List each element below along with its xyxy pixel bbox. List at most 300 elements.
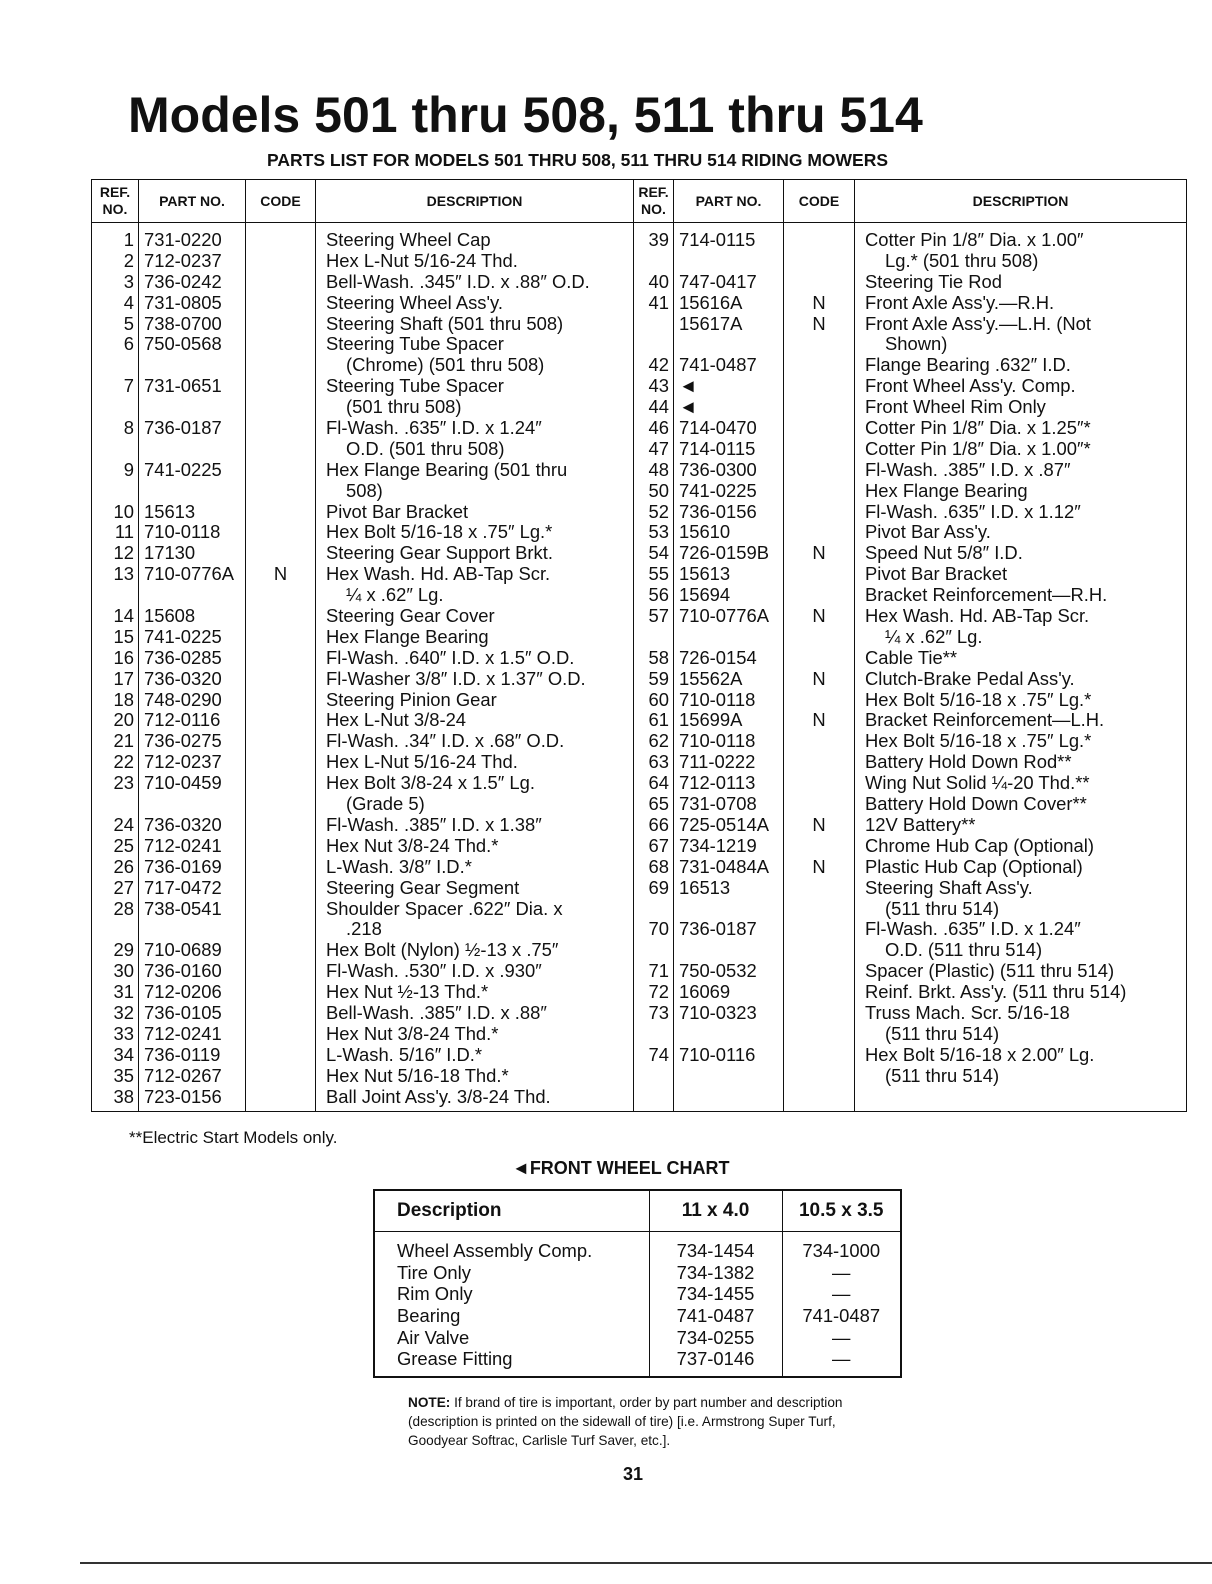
left-desc-cell: Fl-Washer 3/8″ I.D. x 1.37″ O.D. [326, 667, 586, 689]
left-desc-cell: Steering Tube Spacer [326, 375, 504, 397]
right-part-cell: 714-0115 [679, 437, 756, 459]
left-code-cell [247, 836, 314, 857]
front-wheel-col_11x4-cell: 734-1455 [676, 1283, 755, 1305]
header-part-no-right: PART NO. [674, 180, 784, 223]
left-desc-cell: Hex L-Nut 3/8-24 [326, 709, 467, 731]
left-part-cell: 731-0805 [144, 291, 222, 313]
right-ref-cell: 71 [648, 960, 669, 982]
left-part-cell: 741-0225 [144, 625, 222, 647]
right-code-cell [785, 460, 853, 481]
right-part-cell [679, 627, 782, 648]
left-desc-cell: Steering Wheel Ass'y. [326, 291, 503, 313]
right-desc-cell: Flange Bearing .632″ I.D. [865, 354, 1071, 376]
left-desc-cell: Shoulder Spacer .622″ Dia. x [326, 897, 563, 919]
left-code-cell [247, 627, 314, 648]
right-desc-cell: (511 thru 514) [885, 897, 1000, 919]
right-desc-cell: Cotter Pin 1/8″ Dia. x 1.00″ [865, 229, 1084, 250]
left-part-cell [144, 919, 244, 940]
right-desc-cell: Front Wheel Rim Only [865, 396, 1046, 418]
left-desc-cell: Hex Bolt 3/8-24 x 1.5″ Lg. [326, 772, 535, 794]
front-wheel-col_105x35-cell: — [832, 1283, 851, 1305]
left-part-cell: 736-0275 [144, 730, 222, 752]
right-ref-cell: 42 [648, 354, 669, 376]
right-code-cell [785, 251, 853, 272]
left-ref-cell [93, 355, 134, 376]
left-part-cell: 17130 [144, 542, 196, 564]
right-desc-cell: Steering Shaft Ass'y. [865, 876, 1033, 898]
front-wheel-descriptions-cell: Rim Only [397, 1283, 473, 1305]
left-ref-cell: 26 [113, 855, 134, 877]
left-desc-cell: Steering Pinion Gear [326, 688, 497, 710]
front-wheel-description-column [374, 1232, 649, 1378]
right-ref-cell: 54 [648, 542, 669, 564]
header-part-no: PART NO. [139, 180, 246, 223]
left-desc-cell: Steering Gear Support Brkt. [326, 542, 553, 564]
right-code-cell: N [812, 605, 826, 627]
left-part-cell: 723-0156 [144, 1085, 222, 1107]
left-ref-cell: 31 [113, 981, 134, 1003]
left-code-cell [247, 272, 314, 293]
right-desc-cell: Front Wheel Ass'y. Comp. [865, 375, 1076, 397]
left-ref-cell: 9 [123, 458, 134, 480]
right-ref-cell: 46 [648, 417, 669, 439]
left-ref-cell: 27 [113, 876, 134, 898]
left-desc-cell: Fl-Wash. .635″ I.D. x 1.24″ [326, 417, 542, 439]
right-ref-cell: 62 [648, 730, 669, 752]
right-code-cell [785, 355, 853, 376]
left-ref-cell: 14 [113, 605, 134, 627]
left-code-cell [247, 1087, 314, 1108]
left-part-cell: 731-0651 [144, 375, 222, 397]
right-part-cell: 16069 [679, 981, 731, 1003]
right-desc-cell: Speed Nut 5/8″ I.D. [865, 542, 1023, 564]
right-code-cell [785, 899, 853, 920]
right-ref-cell: 61 [648, 709, 669, 731]
front-wheel-col_105x35-cell: 734-1000 [802, 1240, 881, 1261]
left-desc-cell: Fl-Wash. .640″ I.D. x 1.5″ O.D. [326, 646, 575, 668]
right-code-cell [785, 1087, 853, 1108]
left-desc-cell: Steering Gear Cover [326, 605, 495, 627]
left-ref-cell: 33 [113, 1022, 134, 1044]
front-wheel-header-105x35: 10.5 x 3.5 [782, 1190, 901, 1232]
right-code-cell [785, 627, 853, 648]
parts-table-header-row [92, 180, 1187, 223]
left-desc-cell: L-Wash. 5/16″ I.D.* [326, 1043, 483, 1065]
header-ref-no: REF. NO. [92, 180, 139, 223]
right-part-cell: ◄ [679, 375, 698, 397]
left-part-cell: 750-0568 [144, 333, 222, 355]
left-ref-cell: 32 [113, 1001, 134, 1023]
right-ref-cell: 70 [648, 918, 669, 940]
parts-table-body [92, 223, 1187, 1112]
right-part-cell: 15694 [679, 584, 731, 606]
right-part-cell: 710-0118 [679, 688, 756, 710]
right-part-cell: 736-0300 [679, 458, 757, 480]
left-code-cell [247, 376, 314, 397]
left-code-cell [247, 940, 314, 961]
left-part-cell: 736-0160 [144, 960, 222, 982]
left-desc-cell: 508) [346, 479, 383, 501]
right-desc-cell: Spacer (Plastic) (511 thru 514) [865, 960, 1115, 982]
left-ref-cell: 29 [113, 939, 134, 961]
left-desc-cell: (501 thru 508) [346, 396, 462, 418]
left-desc-cell: Steering Tube Spacer [326, 333, 504, 355]
right-part-cell [679, 1087, 782, 1108]
right-part-cell: 736-0156 [679, 500, 757, 522]
left-code-cell [247, 710, 314, 731]
right-ref-cell: 39 [648, 229, 669, 250]
right-part-cell: ◄ [679, 396, 698, 418]
left-desc-cell: Fl-Wash. .385″ I.D. x 1.38″ [326, 813, 542, 835]
right-desc-cell: Fl-Wash. .635″ I.D. x 1.24″ [865, 918, 1081, 940]
right-code-cell [785, 690, 853, 711]
right-part-cell: 726-0154 [679, 646, 757, 668]
left-desc-cell: Hex Nut ½-13 Thd.* [326, 981, 489, 1003]
right-desc-cell: Plastic Hub Cap (Optional) [865, 855, 1083, 877]
left-desc-cell: Steering Wheel Cap [326, 229, 491, 250]
front-wheel-col_105x35-cell: — [832, 1348, 851, 1370]
left-part-cell: 731-0220 [144, 229, 222, 250]
left-ref-cell: 6 [123, 333, 134, 355]
right-code-cell [785, 272, 853, 293]
front-wheel-descriptions-cell: Bearing [397, 1305, 461, 1327]
left-ref-cell [93, 794, 134, 815]
left-part-cell: 738-0541 [144, 897, 222, 919]
right-desc-cell: Hex Bolt 5/16-18 x 2.00″ Lg. [865, 1043, 1095, 1065]
left-desc-cell: Bell-Wash. .385″ I.D. x .88″ [326, 1001, 547, 1023]
left-code-cell [247, 460, 314, 481]
left-desc-cell: Hex Nut 3/8-24 Thd.* [326, 1022, 499, 1044]
right-desc-cell: Truss Mach. Scr. 5/16-18 [865, 1001, 1070, 1023]
right-part-cell: 710-0323 [679, 1001, 757, 1023]
right-part-cell: 15613 [679, 563, 731, 585]
left-desc-cell: Hex Wash. Hd. AB-Tap Scr. [326, 563, 551, 585]
left-ref-cell: 30 [113, 960, 134, 982]
left-part-cell: 712-0267 [144, 1064, 222, 1086]
right-code-cell [785, 334, 853, 355]
front-wheel-descriptions-cell: Air Valve [397, 1326, 470, 1348]
left-part-cell: 736-0105 [144, 1001, 222, 1023]
right-ref-cell [635, 314, 669, 335]
right-code-cell [785, 481, 853, 502]
left-desc-cell: Hex L-Nut 5/16-24 Thd. [326, 249, 518, 271]
right-code-cell [785, 418, 853, 439]
left-code-cell [247, 439, 314, 460]
left-desc-cell: Steering Shaft (501 thru 508) [326, 312, 564, 334]
left-part-cell: 710-0118 [144, 521, 221, 543]
left-part-cell [144, 585, 244, 606]
left-desc-cell: Hex Bolt (Nylon) ½-13 x .75″ [326, 939, 559, 961]
electric-start-footnote: **Electric Start Models only. [129, 1128, 338, 1147]
left-ref-cell: 17 [113, 667, 134, 689]
right-ref-cell: 56 [648, 584, 669, 606]
left-part-cell: 736-0187 [144, 417, 222, 439]
left-ref-cell: 28 [113, 897, 134, 919]
left-ref-cell: 24 [113, 813, 134, 835]
left-code-cell [247, 502, 314, 523]
left-code-cell [247, 669, 314, 690]
right-part-cell: 714-0115 [679, 229, 756, 250]
left-part-cell [144, 397, 244, 418]
right-code-cell [785, 919, 853, 940]
right-ref-cell: 65 [648, 793, 669, 815]
left-part-cell [144, 794, 244, 815]
right-ref-cell: 69 [648, 876, 669, 898]
left-ref-cell [93, 919, 134, 940]
right-part-cell: 15617A [679, 312, 743, 334]
right-code-cell [785, 731, 853, 752]
left-ref-cell [93, 481, 134, 502]
left-part-cell: 736-0320 [144, 813, 222, 835]
left-code-cell [247, 857, 314, 878]
left-code-cell [247, 815, 314, 836]
right-ref-cell [635, 251, 669, 272]
right-code-cell [785, 773, 853, 794]
left-part-cell: 736-0119 [144, 1043, 221, 1065]
right-part-cell: 15610 [679, 521, 731, 543]
left-ref-cell: 7 [123, 375, 134, 397]
right-ref-cell: 60 [648, 688, 669, 710]
left-desc-cell: Hex Nut 3/8-24 Thd.* [326, 834, 499, 856]
right-ref-cell [635, 1087, 669, 1108]
right-code-cell: N [812, 291, 826, 313]
right-ref-cell: 63 [648, 751, 669, 773]
left-desc-cell: ¼ x .62″ Lg. [346, 584, 444, 606]
right-desc-cell: Battery Hold Down Cover** [865, 793, 1087, 815]
left-part-cell: 712-0116 [144, 709, 221, 731]
left-part-cell: 15608 [144, 605, 196, 627]
right-code-cell [785, 522, 853, 543]
right-desc-cell: 12V Battery** [865, 813, 976, 835]
right-part-cell: 741-0225 [679, 479, 757, 501]
left-ref-cell: 21 [113, 730, 134, 752]
right-part-cell [679, 1024, 782, 1045]
right-desc-cell: Front Axle Ass'y.—L.H. (Not [865, 312, 1091, 334]
right-desc-cell: (511 thru 514) [885, 1064, 1000, 1086]
right-desc-cell: Bracket Reinforcement—R.H. [865, 584, 1108, 606]
right-ref-cell: 47 [648, 437, 669, 459]
front-wheel-header-description: Description [374, 1190, 649, 1232]
right-ref-cell: 52 [648, 500, 669, 522]
left-code-cell [247, 899, 314, 920]
front-wheel-body [374, 1232, 901, 1378]
right-part-cell: 710-0116 [679, 1043, 756, 1065]
left-code-cell [247, 878, 314, 899]
right-ref-cell: 66 [648, 813, 669, 835]
left-ref-cell: 16 [113, 646, 134, 668]
left-desc-cell: Hex Flange Bearing [326, 625, 489, 647]
right-ref-cell: 58 [648, 646, 669, 668]
right-desc-cell: Hex Wash. Hd. AB-Tap Scr. [865, 605, 1090, 627]
left-code-column [246, 223, 316, 1112]
left-ref-cell: 1 [123, 229, 134, 250]
left-code-cell [247, 606, 314, 627]
left-code-cell [247, 919, 314, 940]
right-ref-cell: 67 [648, 834, 669, 856]
left-code-cell [247, 773, 314, 794]
note-text: If brand of tire is important, order by part number and description (description is printed on the sidewall of tire) [i.e. Armstrong Super Turf, Goodyear Softrac, Carlisle Turf Saver, etc.]. [408, 1395, 843, 1448]
left-ref-cell: 2 [123, 249, 134, 271]
left-desc-cell: .218 [346, 918, 382, 940]
header-ref-no-right: REF. NO. [634, 180, 674, 223]
right-desc-cell: Pivot Bar Ass'y. [865, 521, 991, 543]
left-code-cell [247, 1045, 314, 1066]
left-part-cell: 712-0241 [144, 1022, 222, 1044]
left-part-cell: 741-0225 [144, 458, 222, 480]
front-wheel-col_11x4-cell: 734-0255 [676, 1326, 755, 1348]
parts-list-table [91, 179, 1187, 1112]
right-ref-cell: 50 [648, 479, 669, 501]
left-desc-cell: Fl-Wash. .34″ I.D. x .68″ O.D. [326, 730, 565, 752]
left-code-cell [247, 585, 314, 606]
left-code-cell [247, 961, 314, 982]
left-ref-cell: 10 [113, 500, 134, 522]
right-code-cell: N [812, 542, 826, 564]
right-part-cell [679, 251, 782, 272]
front-wheel-header-row [374, 1190, 901, 1232]
page-number: 31 [623, 1464, 644, 1484]
left-desc-cell: Fl-Wash. .530″ I.D. x .930″ [326, 960, 542, 982]
right-ref-cell: 40 [648, 270, 669, 292]
right-desc-cell [865, 1087, 1185, 1108]
right-desc-cell: Steering Tie Rod [865, 270, 1002, 292]
right-part-cell: 736-0187 [679, 918, 757, 940]
left-code-cell [247, 690, 314, 711]
right-part-cell: 731-0484A [679, 855, 769, 877]
left-ref-cell: 34 [113, 1043, 134, 1065]
right-part-cell: 734-1219 [679, 834, 757, 856]
right-part-cell: 712-0113 [679, 772, 756, 794]
left-code-cell: N [273, 563, 288, 585]
right-desc-cell: Fl-Wash. .635″ I.D. x 1.12″ [865, 500, 1081, 522]
right-code-cell: N [812, 813, 826, 835]
left-ref-cell: 5 [123, 312, 134, 334]
right-ref-cell: 55 [648, 563, 669, 585]
right-part-cell: 16513 [679, 876, 731, 898]
left-code-cell [247, 731, 314, 752]
front-wheel-chart-table [373, 1189, 902, 1378]
right-desc-cell: Cable Tie** [865, 646, 958, 668]
right-code-cell: N [812, 709, 826, 731]
right-ref-cell [635, 1066, 669, 1087]
left-code-cell [247, 293, 314, 314]
header-description-right: DESCRIPTION [855, 180, 1187, 223]
right-part-cell [679, 940, 782, 961]
right-desc-cell: Front Axle Ass'y.—R.H. [865, 291, 1055, 313]
right-code-cell [785, 648, 853, 669]
front-wheel-col_11x4-cell: 734-1454 [676, 1240, 755, 1261]
left-code-cell [247, 794, 314, 815]
left-code-cell [247, 418, 314, 439]
right-code-cell [785, 836, 853, 857]
left-code-cell [247, 230, 314, 251]
right-code-cell [785, 1045, 853, 1066]
right-part-cell: 741-0487 [679, 354, 757, 376]
left-desc-cell: Pivot Bar Bracket [326, 500, 469, 522]
left-desc-cell: O.D. (501 thru 508) [346, 437, 505, 459]
right-code-cell [785, 1003, 853, 1024]
right-part-cell: 731-0708 [679, 793, 757, 815]
right-part-cell: 747-0417 [679, 270, 757, 292]
bottom-rule [80, 1562, 1212, 1564]
right-code-cell [785, 376, 853, 397]
left-part-cell: 736-0169 [144, 855, 222, 877]
left-description-column [316, 223, 634, 1112]
left-desc-cell: (Chrome) (501 thru 508) [346, 354, 545, 376]
tire-brand-note [408, 1393, 878, 1450]
left-desc-cell: Hex Bolt 5/16-18 x .75″ Lg.* [326, 521, 553, 543]
right-ref-cell: 74 [648, 1043, 669, 1065]
right-part-cell: 714-0470 [679, 417, 757, 439]
right-desc-cell: Chrome Hub Cap (Optional) [865, 834, 1094, 856]
left-code-cell [247, 752, 314, 773]
left-ref-cell: 4 [123, 291, 134, 313]
right-desc-cell: Reinf. Brkt. Ass'y. (511 thru 514) [865, 981, 1127, 1003]
left-code-cell [247, 397, 314, 418]
right-code-cell [785, 940, 853, 961]
right-ref-cell: 53 [648, 521, 669, 543]
right-code-column [784, 223, 855, 1112]
header-description: DESCRIPTION [316, 180, 634, 223]
left-desc-cell: L-Wash. 3/8″ I.D.* [326, 855, 472, 877]
header-code: CODE [246, 180, 316, 223]
left-part-cell [144, 355, 244, 376]
front-wheel-col_105x35-cell: — [832, 1261, 851, 1283]
right-desc-cell: Hex Bolt 5/16-18 x .75″ Lg.* [865, 730, 1092, 752]
left-ref-cell: 20 [113, 709, 134, 731]
right-desc-cell: Pivot Bar Bracket [865, 563, 1008, 585]
right-part-cell: 710-0776A [679, 605, 769, 627]
front-wheel-descriptions-cell: Wheel Assembly Comp. [397, 1240, 593, 1261]
right-code-cell [785, 961, 853, 982]
left-ref-cell: 15 [113, 625, 134, 647]
left-code-cell [247, 355, 314, 376]
page-title: Models 501 thru 508, 511 thru 514 [128, 87, 923, 143]
right-desc-cell: Hex Flange Bearing [865, 479, 1028, 501]
front-wheel-105x35-column [782, 1232, 901, 1378]
left-code-cell [247, 1066, 314, 1087]
left-ref-cell: 12 [113, 542, 134, 564]
right-code-cell [785, 1024, 853, 1045]
right-code-cell [785, 502, 853, 523]
front-wheel-col_105x35-cell: 741-0487 [802, 1305, 881, 1327]
left-desc-cell: Steering Gear Segment [326, 876, 520, 898]
left-ref-cell: 22 [113, 751, 134, 773]
right-ref-cell: 48 [648, 458, 669, 480]
right-desc-cell: Shown) [885, 333, 948, 355]
right-ref-cell [635, 940, 669, 961]
left-ref-cell: 3 [123, 270, 134, 292]
right-code-cell [785, 752, 853, 773]
left-part-cell: 712-0241 [144, 834, 222, 856]
right-desc-cell: Hex Bolt 5/16-18 x .75″ Lg.* [865, 688, 1092, 710]
right-ref-cell: 57 [648, 605, 669, 627]
left-ref-cell: 38 [113, 1085, 134, 1107]
left-ref-column [92, 223, 139, 1112]
left-ref-cell: 25 [113, 834, 134, 856]
right-desc-cell: Cotter Pin 1/8″ Dia. x 1.25″* [865, 417, 1091, 439]
right-code-cell: N [812, 855, 826, 877]
right-code-cell [785, 1066, 853, 1087]
left-desc-cell: Ball Joint Ass'y. 3/8-24 Thd. [326, 1085, 551, 1107]
left-code-cell [247, 543, 314, 564]
front-wheel-col_105x35-cell: — [832, 1326, 851, 1348]
right-desc-cell: Lg.* (501 thru 508) [885, 249, 1039, 271]
left-code-cell [247, 1024, 314, 1045]
left-part-cell: 736-0320 [144, 667, 222, 689]
right-code-cell [785, 564, 853, 585]
right-part-cell: 726-0159B [679, 542, 769, 564]
